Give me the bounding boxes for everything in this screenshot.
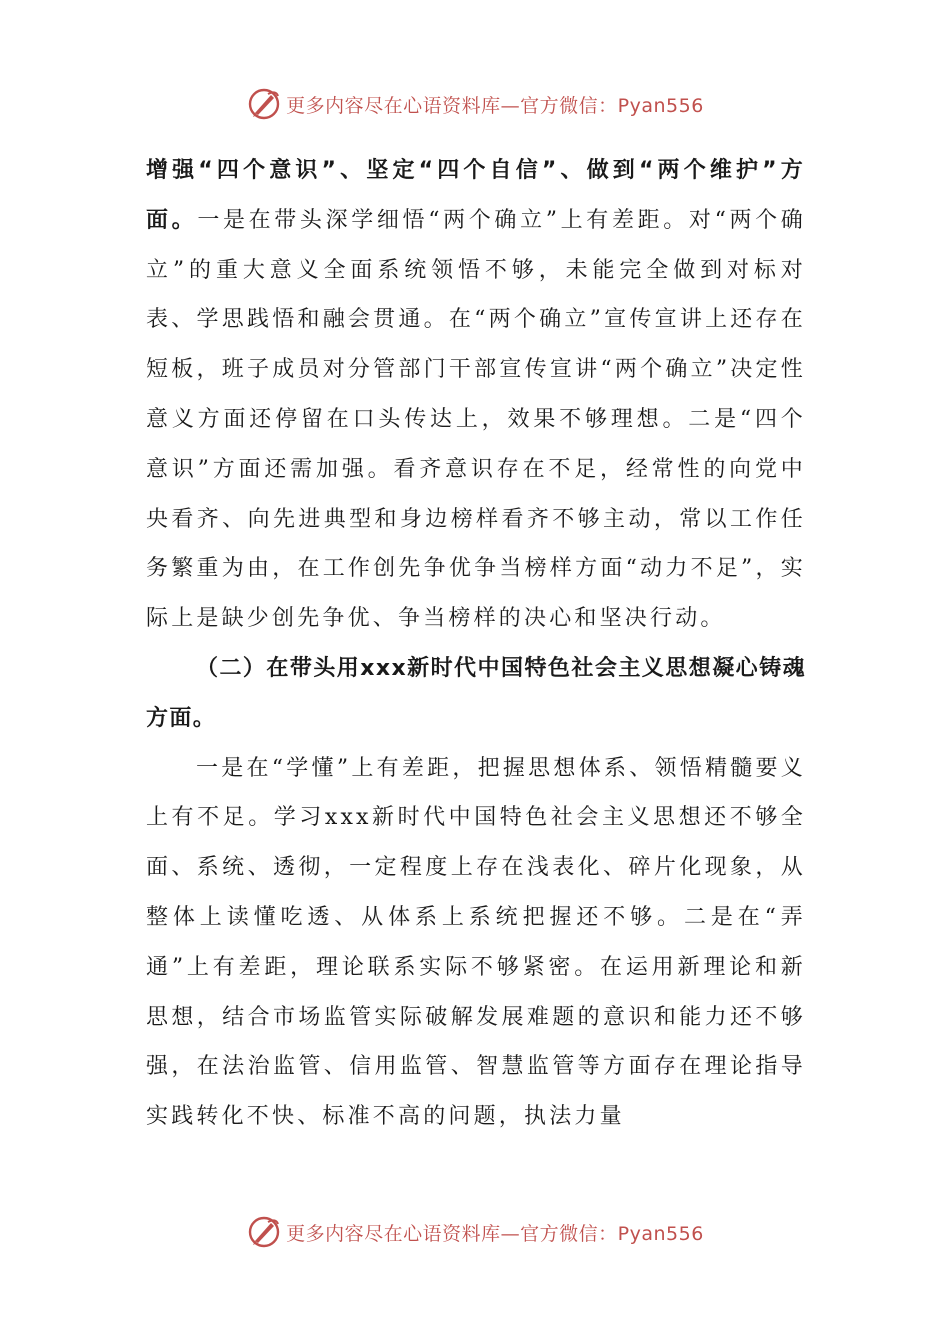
section-lead-bold: 增强“四个意识”、坚定“四个自信”、做到“两个维护”方面。 [146, 158, 806, 233]
pen-logo-icon [246, 86, 282, 122]
section-heading-2: （二）在带头用xxx新时代中国特色社会主义思想凝心铸魂方面。 [146, 655, 806, 731]
pen-logo-icon [246, 1214, 282, 1250]
watermark-text: 更多内容尽在心语资料库—官方微信：Pyan556 [286, 94, 704, 117]
watermark-id: Pyan556 [617, 1222, 704, 1245]
paragraph-2: 一是在“学懂”上有差距，把握思想体系、领悟精髓要义上有不足。学习xxx新时代中国特色社会主义思想还不够全面、系统、透彻，一定程度上存在浅表化、碎片化现象，从整体上读懂吃透、从体系上系统把握还不够。二是在“弄通”上有差距，理论联系实际不够紧密。在运用新理论和新思想，结合市场监管实际破解发展难题的意识和能力还不够强，在法治监管、信用监管、智慧监管等方面存在理论指导实践转化不快、标准不高的问题，执法力量 [146, 755, 806, 1130]
document-body [146, 146, 806, 1142]
watermark-id: Pyan556 [617, 94, 704, 117]
footer-watermark [0, 1212, 950, 1252]
header-watermark [0, 84, 950, 124]
paragraph-1 [146, 146, 806, 644]
paragraph-1-text: 一是在带头深学细悟“两个确立”上有差距。对“两个确立”的重大意义全面系统领悟不够，未能完全做到对标对表、学思践悟和融会贯通。在“两个确立”宣传宣讲上还存在短板，班子成员对分管部门干部宣传宣讲“两个确立”决定性意义方面还停留在口头传达上，效果不够理想。二是“四个意识”方面还需加强。看齐意识存在不足，经常性的向党中央看齐、向先进典型和身边榜样看齐不够主动，常以工作任务繁重为由，在工作创先争优争当榜样方面“动力不足”，实际上是缺少创先争优、争当榜样的决心和坚决行动。 [146, 207, 806, 632]
watermark-text: 更多内容尽在心语资料库—官方微信：Pyan556 [286, 1222, 704, 1245]
